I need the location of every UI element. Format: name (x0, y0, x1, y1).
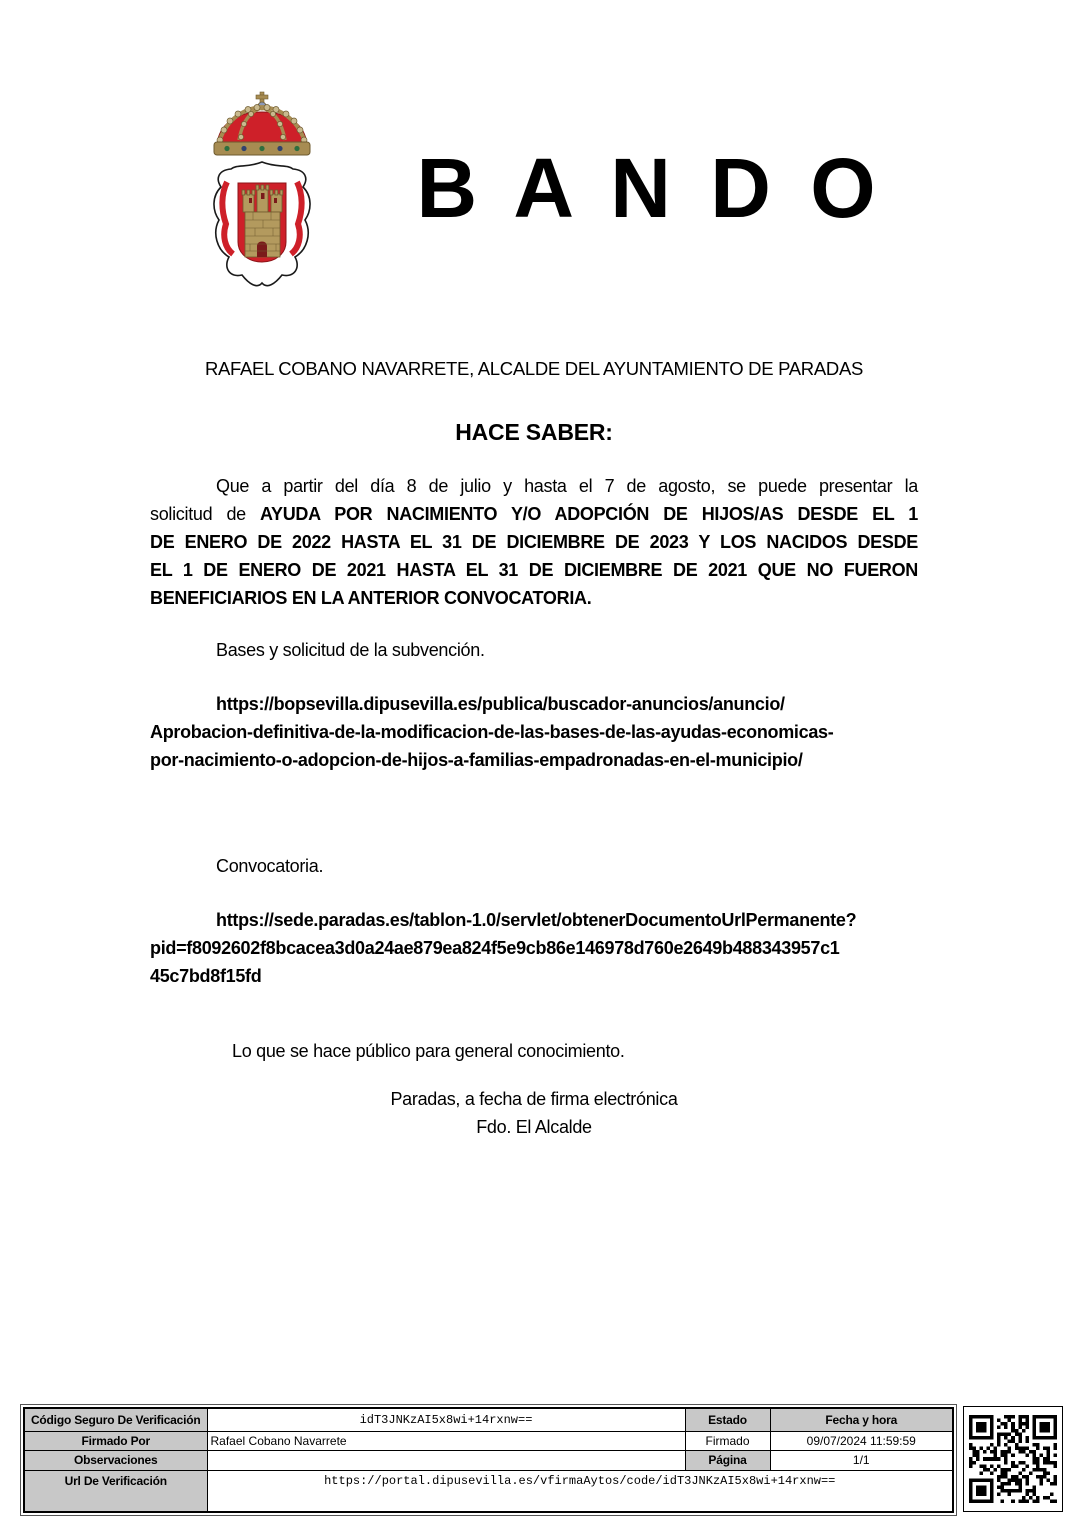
verification-qr-code (963, 1406, 1063, 1512)
url-verificacion-label: Url De Verificación (24, 1470, 207, 1512)
observaciones-value (207, 1450, 685, 1470)
fecha-hora-label: Fecha y hora (770, 1408, 953, 1431)
body-line: Que a partir del día 8 de julio y hasta el 7 de agosto, se puede presentar la (216, 476, 918, 496)
bases-line: Bases y solicitud de la subvención. (216, 640, 485, 660)
estado-value: Firmado (685, 1431, 770, 1450)
convocatoria-line: Convocatoria. (216, 856, 324, 876)
url-line: Aprobacion-definitiva-de-la-modificacion-de-las-bases-de-las-ayudas-economicas- (150, 722, 834, 742)
signature-line: Fdo. El Alcalde (476, 1117, 592, 1137)
pagina-label: Página (685, 1450, 770, 1470)
csv-label: Código Seguro De Verificación (24, 1408, 207, 1431)
firmado-por-value: Rafael Cobano Navarrete (207, 1431, 685, 1450)
place-date-line: Paradas, a fecha de firma electrónica (390, 1089, 678, 1109)
closing-line: Lo que se hace público para general conocimiento. (232, 1041, 625, 1061)
announcement-paragraph (150, 472, 918, 612)
bases-url-block (150, 690, 918, 774)
url-verificacion-value: https://portal.dipusevilla.es/vfirmaAytos/code/idT3JNKzAI5x8wi+14rxnw== (207, 1470, 953, 1512)
firmado-por-label: Firmado Por (24, 1431, 207, 1450)
body-text-regular: solicitud de (150, 504, 260, 524)
proclaimer-line: RAFAEL COBANO NAVARRETE, ALCALDE DEL AYUNTAMIENTO DE PARADAS (204, 358, 864, 379)
pagina-value: 1/1 (770, 1450, 953, 1470)
paradas-coat-of-arms-icon (197, 90, 327, 295)
body-line: BENEFICIARIOS EN LA ANTERIOR CONVOCATORIA. (150, 588, 592, 608)
convocatoria-url-block (150, 906, 918, 990)
qr-code-icon (969, 1415, 1057, 1503)
body-line (150, 500, 918, 528)
url-line: 45c7bd8f15fd (150, 966, 262, 986)
csv-code-value: idT3JNKzAI5x8wi+14rxnw== (207, 1408, 685, 1431)
body-text-bold: AYUDA POR NACIMIENTO Y/O ADOPCIÓN DE HIJOS/AS DESDE EL 1 (259, 504, 918, 524)
document-title: B A N D O (416, 141, 884, 235)
signature-verification-table (23, 1407, 954, 1513)
estado-label: Estado (685, 1408, 770, 1431)
document-body (150, 355, 918, 1141)
url-line: https://sede.paradas.es/tablon-1.0/servlet/obtenerDocumentoUrlPermanente? (216, 910, 857, 930)
url-line: pid=f8092602f8bcacea3d0a24ae879ea824f5e9cb86e146978d760e2649b488343957c1 (150, 938, 840, 958)
body-line: DE ENERO DE 2022 HASTA EL 31 DE DICIEMBRE DE 2023 Y LOS NACIDOS DESDE (150, 532, 918, 552)
hace-saber-heading: HACE SABER: (455, 419, 613, 445)
url-line: https://bopsevilla.dipusevilla.es/publica/buscador-anuncios/anuncio/ (216, 694, 785, 714)
url-line: por-nacimiento-o-adopcion-de-hijos-a-familias-empadronadas-en-el-municipio/ (150, 750, 803, 770)
body-line: EL 1 DE ENERO DE 2021 HASTA EL 31 DE DICIEMBRE DE 2021 QUE NO FUERON (150, 560, 918, 580)
fecha-hora-value: 09/07/2024 11:59:59 (770, 1431, 953, 1450)
signature-verification-block (20, 1404, 957, 1516)
observaciones-label: Observaciones (24, 1450, 207, 1470)
